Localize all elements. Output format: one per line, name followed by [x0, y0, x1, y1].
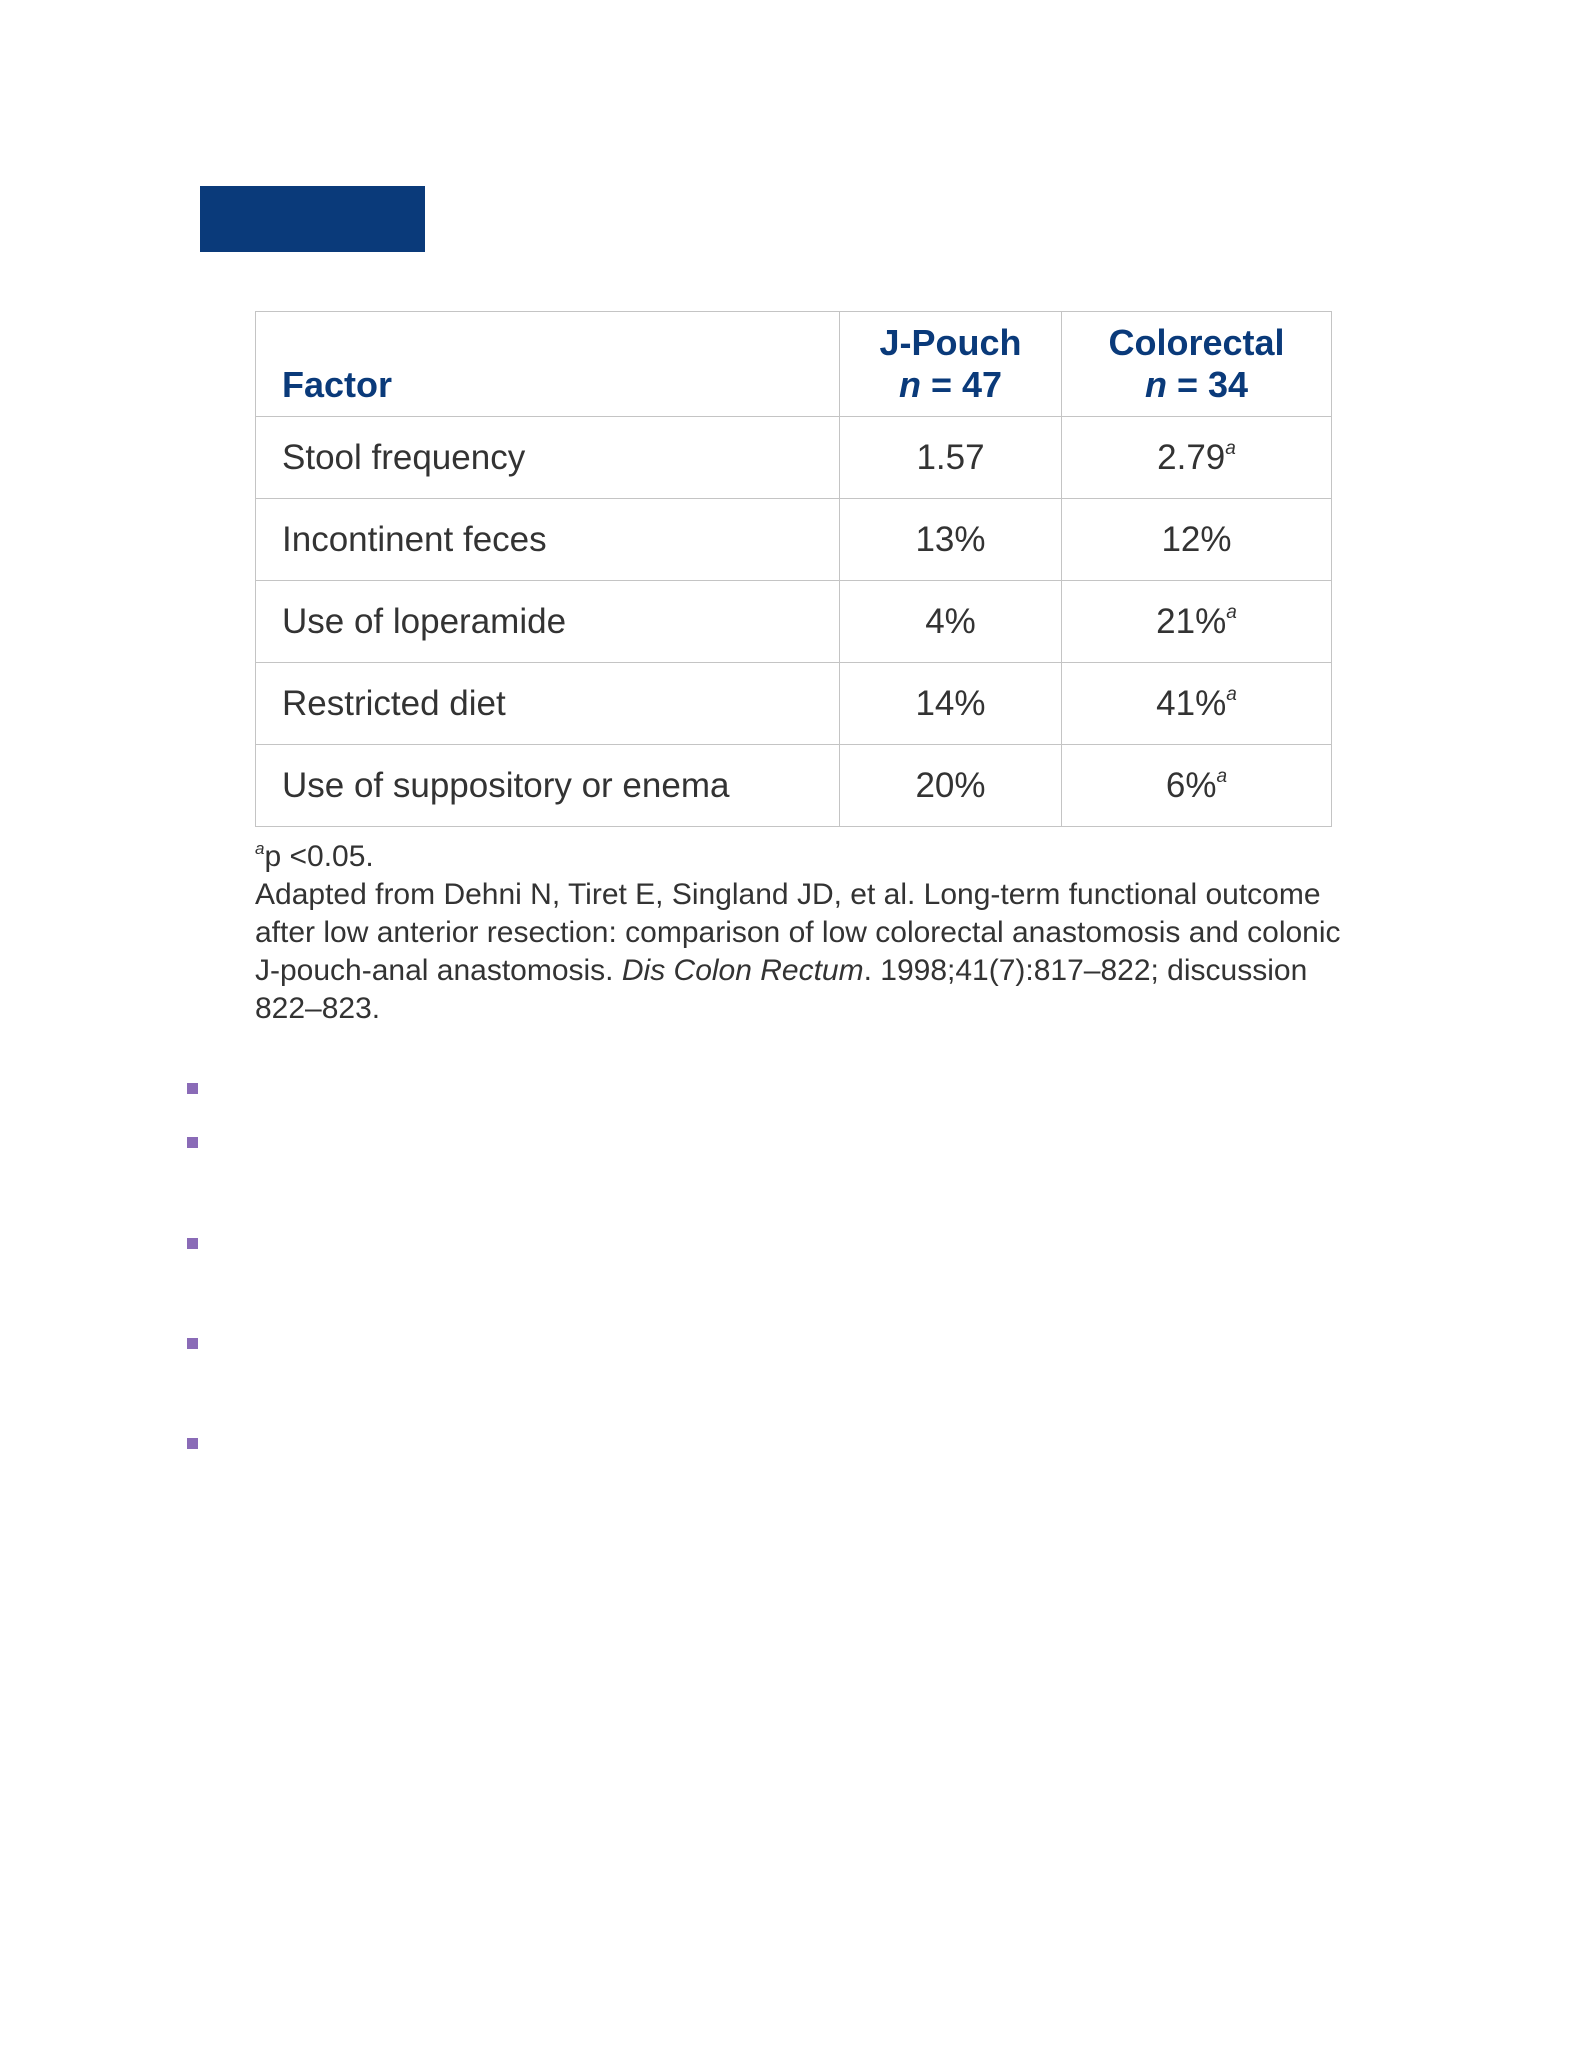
- row-jpouch-cell: 1.57: [840, 417, 1062, 499]
- table-row: [256, 581, 1332, 663]
- significance-footnote: [255, 838, 1345, 876]
- header-colorectal-count: [1062, 364, 1331, 406]
- row-factor-cell: Incontinent feces: [256, 499, 840, 581]
- header-jpouch: [840, 312, 1062, 417]
- row-factor-cell: Use of suppository or enema: [256, 745, 840, 827]
- row-colorectal-cell: [1062, 499, 1332, 581]
- row-colorectal-value: 21%: [1156, 601, 1227, 641]
- table-title-tab: [200, 186, 425, 252]
- citation-text: Adapted from Dehni N, Tiret E, Singland JD, et al. Long-term functional outcome after low anterior resection: comparison of low colorectal anastomosis and colonic J-pouch-anal anastomosis.: [255, 878, 1341, 987]
- row-factor-cell: Restricted diet: [256, 663, 840, 745]
- row-colorectal-value: 41%: [1156, 683, 1227, 723]
- row-jpouch-cell: 20%: [840, 745, 1062, 827]
- bullet-marker: [187, 1137, 198, 1148]
- row-colorectal-value: 2.79: [1157, 437, 1226, 477]
- header-colorectal-n-value: = 34: [1166, 364, 1249, 405]
- header-factor: [256, 312, 840, 417]
- table-notes: [255, 838, 1345, 1028]
- header-colorectal-n-symbol: n: [1144, 364, 1167, 405]
- table-row: [256, 417, 1332, 499]
- row-colorectal-cell: [1062, 663, 1332, 745]
- header-jpouch-n-symbol: n: [898, 364, 921, 405]
- header-jpouch-count: [840, 364, 1061, 406]
- header-jpouch-n-value: = 47: [920, 364, 1003, 405]
- row-colorectal-cell: [1062, 745, 1332, 827]
- outcome-comparison-table: [255, 311, 1332, 827]
- table-row: [256, 663, 1332, 745]
- row-colorectal-value: 6%: [1165, 765, 1217, 805]
- bullet-marker: [187, 1438, 198, 1449]
- row-colorectal-value: 12%: [1161, 519, 1232, 559]
- row-colorectal-cell: [1062, 581, 1332, 663]
- table-row: [256, 499, 1332, 581]
- row-colorectal-cell: [1062, 417, 1332, 499]
- source-citation: [255, 876, 1345, 1028]
- table-row: [256, 745, 1332, 827]
- table-header-row: [256, 312, 1332, 417]
- row-jpouch-cell: 13%: [840, 499, 1062, 581]
- bullet-marker: [187, 1238, 198, 1249]
- significance-marker: a: [1226, 601, 1237, 623]
- header-jpouch-label: J-Pouch: [879, 322, 1022, 363]
- header-factor-label: Factor: [282, 364, 393, 405]
- bullet-marker: [187, 1083, 198, 1094]
- row-jpouch-cell: 14%: [840, 663, 1062, 745]
- header-colorectal: [1062, 312, 1332, 417]
- significance-marker: a: [1225, 437, 1236, 459]
- row-jpouch-cell: 4%: [840, 581, 1062, 663]
- citation-journal: Dis Colon Rectum: [621, 954, 864, 987]
- header-colorectal-label: Colorectal: [1108, 322, 1285, 363]
- footnote-text: p <0.05.: [264, 840, 374, 873]
- significance-marker: a: [1226, 683, 1237, 705]
- bullet-marker: [187, 1338, 198, 1349]
- citation-details: . 1998;41(7):817–822; discussion 822–823.: [255, 954, 1308, 1025]
- footnote-marker: a: [255, 839, 265, 858]
- significance-marker: a: [1216, 765, 1228, 787]
- row-factor-cell: Use of loperamide: [256, 581, 840, 663]
- row-factor-cell: Stool frequency: [256, 417, 840, 499]
